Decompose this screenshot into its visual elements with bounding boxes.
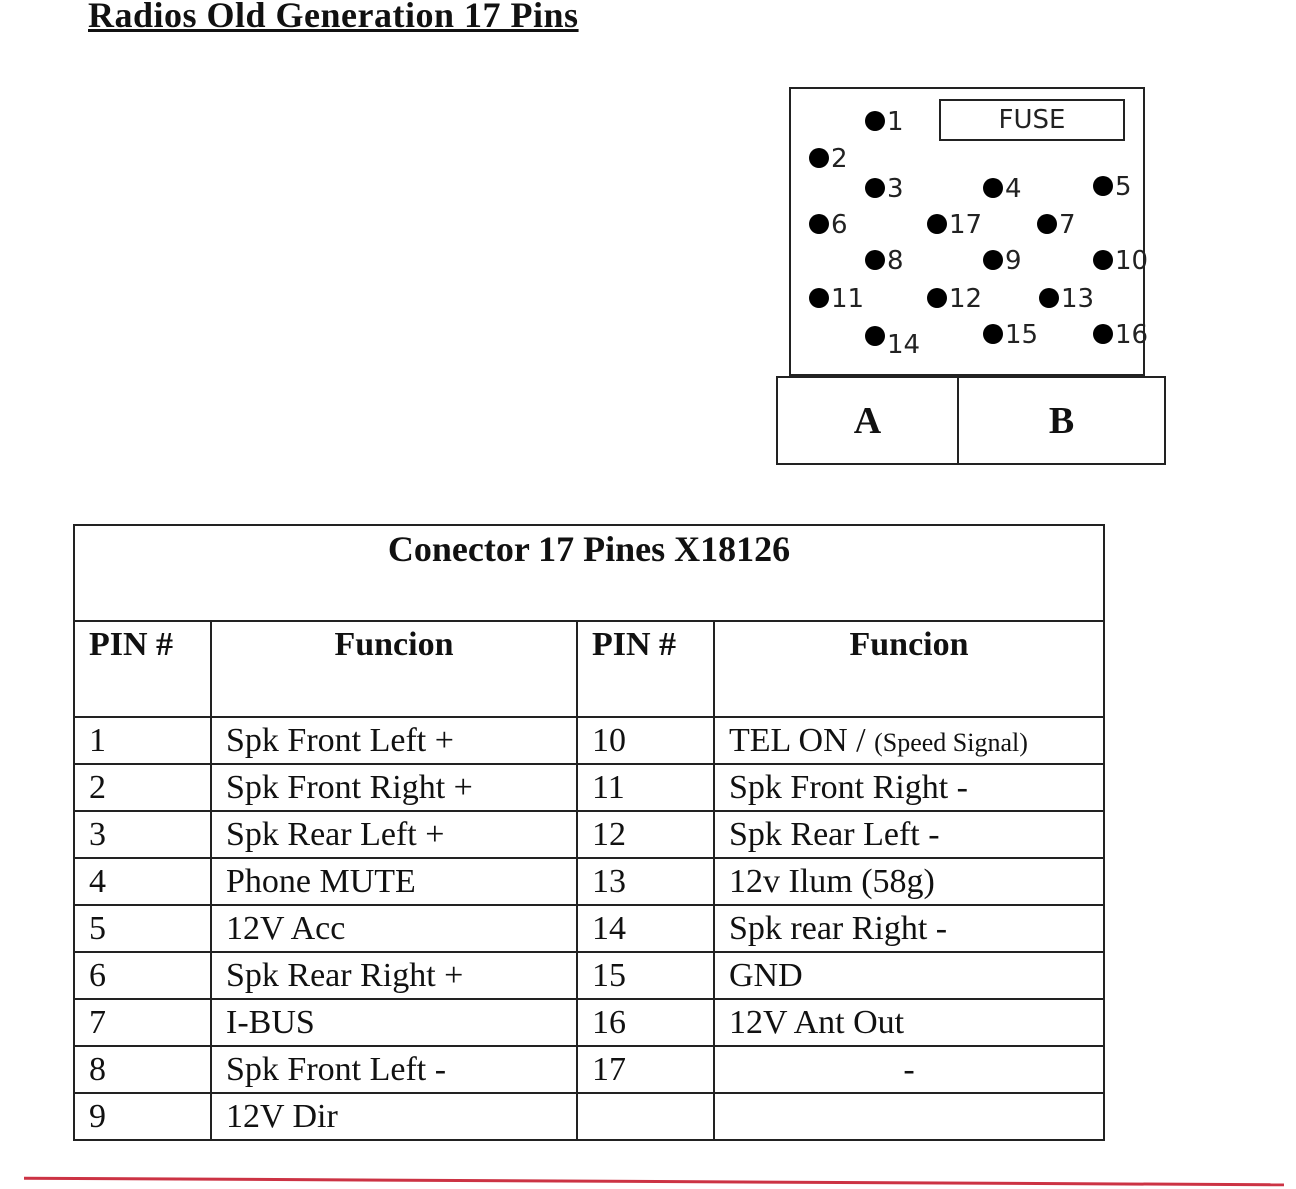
column-header-funcion: Funcion [211, 621, 577, 717]
pin-cell: 13 [577, 858, 714, 905]
column-header-pin: PIN # [577, 621, 714, 717]
connector-pin-1: 1 [865, 109, 904, 135]
pin-cell: 9 [74, 1093, 211, 1140]
pin-cell: 12 [577, 811, 714, 858]
pin-dot-icon [1039, 288, 1059, 308]
side-a-label: A [778, 378, 959, 463]
table-caption: Conector 17 Pines X18126 [74, 525, 1104, 621]
function-cell: Spk Front Left + [211, 717, 577, 764]
pin-cell: 17 [577, 1046, 714, 1093]
pin-dot-icon [1093, 250, 1113, 270]
function-cell: Spk Rear Left + [211, 811, 577, 858]
function-cell: - [714, 1046, 1104, 1093]
table-row [74, 717, 1104, 764]
connector-pin-12: 12 [927, 286, 982, 312]
table-row [74, 858, 1104, 905]
pin-dot-icon [865, 178, 885, 198]
connector-pin-15: 15 [983, 322, 1038, 348]
connector-pin-9: 9 [983, 248, 1022, 274]
pin-cell: 15 [577, 952, 714, 999]
pin-cell: 11 [577, 764, 714, 811]
table-row [74, 811, 1104, 858]
pin-dot-icon [865, 111, 885, 131]
table-row [74, 999, 1104, 1046]
table-row [74, 952, 1104, 999]
column-header-funcion: Funcion [714, 621, 1104, 717]
connector-diagram [789, 87, 1149, 376]
connector-pin-3: 3 [865, 176, 904, 202]
connector-pin-7: 7 [1037, 212, 1076, 238]
pin-cell: 2 [74, 764, 211, 811]
connector-pin-6: 6 [809, 212, 848, 238]
pin-cell: 5 [74, 905, 211, 952]
pin-cell: 1 [74, 717, 211, 764]
column-header-pin: PIN # [74, 621, 211, 717]
pin-dot-icon [865, 250, 885, 270]
function-cell: 12V Dir [211, 1093, 577, 1140]
connector-pin-11: 11 [809, 286, 864, 312]
pin-cell: 7 [74, 999, 211, 1046]
pin-cell: 6 [74, 952, 211, 999]
pin-cell: 4 [74, 858, 211, 905]
connector-pin-5: 5 [1093, 174, 1132, 200]
pin-dot-icon [865, 326, 885, 346]
connector-pin-17: 17 [927, 212, 982, 238]
connector-pin-4: 4 [983, 176, 1022, 202]
bottom-divider-line [24, 1177, 1284, 1187]
function-cell: TEL ON / (Speed Signal) [714, 717, 1104, 764]
pin-dot-icon [1037, 214, 1057, 234]
pin-dot-icon [809, 214, 829, 234]
function-cell: GND [714, 952, 1104, 999]
pin-dot-icon [1093, 324, 1113, 344]
connector-pin-2: 2 [809, 146, 848, 172]
pin-cell [577, 1093, 714, 1140]
pin-dot-icon [983, 178, 1003, 198]
table-row [74, 905, 1104, 952]
page-title: Radios Old Generation 17 Pins [88, 0, 579, 35]
pin-dot-icon [809, 288, 829, 308]
pin-dot-icon [983, 324, 1003, 344]
pin-cell: 10 [577, 717, 714, 764]
table-row [74, 1046, 1104, 1093]
connector-pin-10: 10 [1093, 248, 1148, 274]
pin-cell: 3 [74, 811, 211, 858]
connector-sides [776, 376, 1166, 465]
pin-dot-icon [1093, 176, 1113, 196]
pin-cell: 14 [577, 905, 714, 952]
table-header-row [74, 621, 1104, 717]
function-cell: Spk Front Left - [211, 1046, 577, 1093]
function-cell: 12v Ilum (58g) [714, 858, 1104, 905]
pin-dot-icon [927, 288, 947, 308]
function-cell: I-BUS [211, 999, 577, 1046]
function-cell: Spk Front Right + [211, 764, 577, 811]
connector-pin-8: 8 [865, 248, 904, 274]
function-cell: Phone MUTE [211, 858, 577, 905]
function-cell: Spk Front Right - [714, 764, 1104, 811]
table-row [74, 764, 1104, 811]
pin-cell: 16 [577, 999, 714, 1046]
side-b-label: B [1048, 399, 1075, 442]
function-note: (Speed Signal) [874, 727, 1028, 757]
pin-cell: 8 [74, 1046, 211, 1093]
connector-pin-14: 14 [865, 324, 920, 350]
function-cell: Spk Rear Left - [714, 811, 1104, 858]
pin-dot-icon [983, 250, 1003, 270]
connector-pin-16: 16 [1093, 322, 1148, 348]
function-cell: Spk rear Right - [714, 905, 1104, 952]
fuse-label: FUSE [939, 99, 1125, 141]
function-cell: 12V Acc [211, 905, 577, 952]
pin-dot-icon [809, 148, 829, 168]
function-cell: 12V Ant Out [714, 999, 1104, 1046]
pinout-table [73, 524, 1105, 1141]
function-cell: Spk Rear Right + [211, 952, 577, 999]
connector-pin-13: 13 [1039, 286, 1094, 312]
table-row [74, 1093, 1104, 1140]
pin-dot-icon [927, 214, 947, 234]
function-cell [714, 1093, 1104, 1140]
